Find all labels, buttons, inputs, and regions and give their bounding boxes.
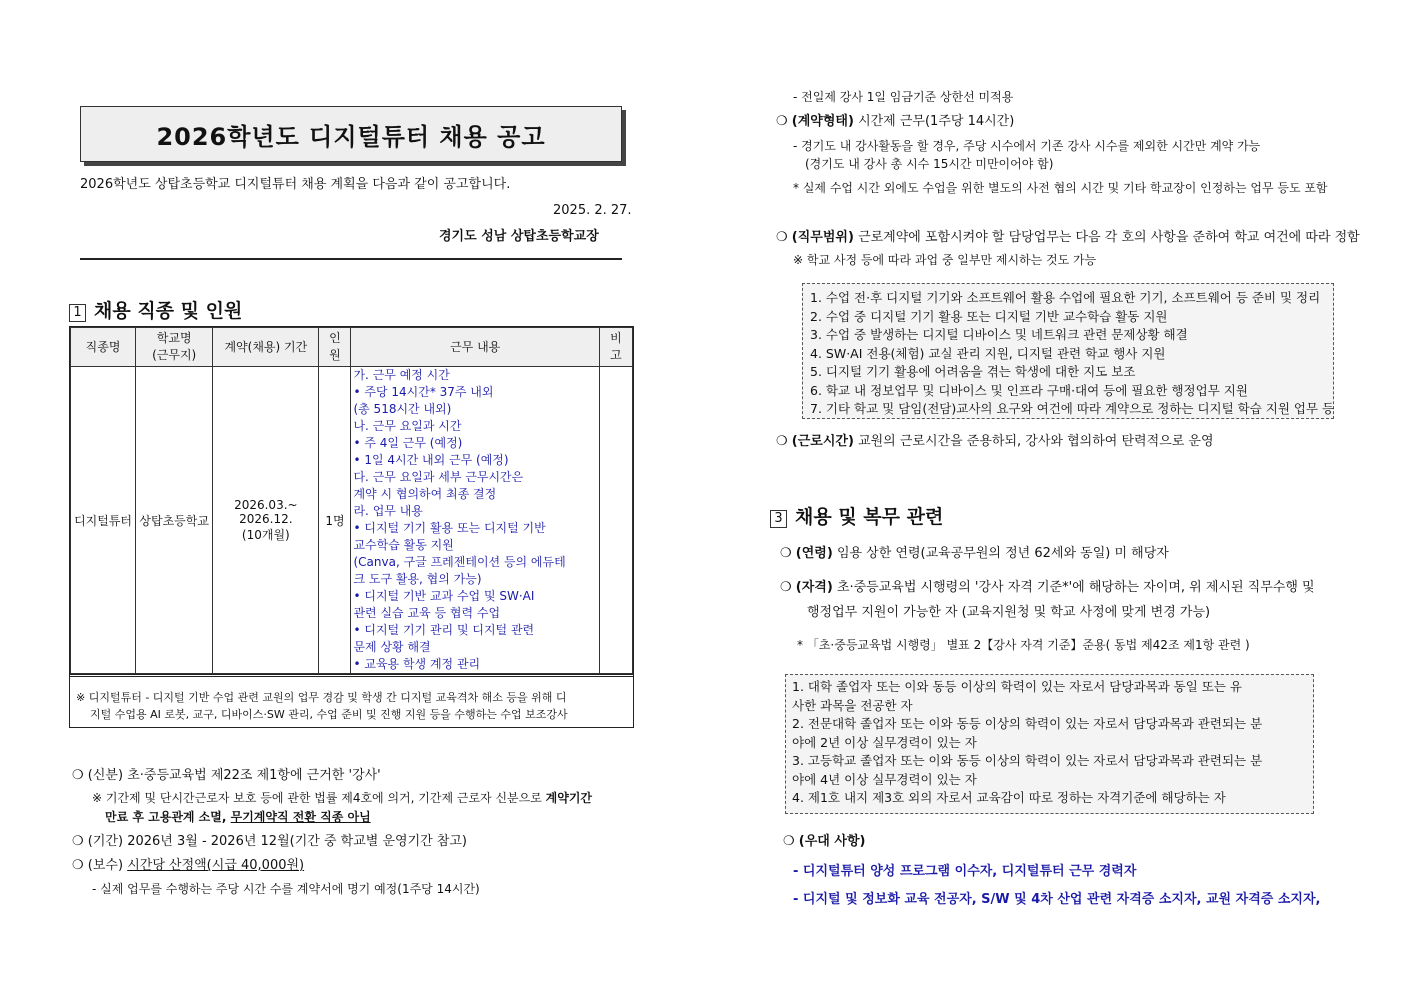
cell-note: [599, 367, 632, 674]
status-note-line-2: 만료 후 고용관계 소멸, 무기계약직 전환 직종 아님: [105, 810, 371, 824]
section-number: 3: [770, 510, 787, 528]
list-item: 사한 과목을 전공한 자: [792, 697, 913, 713]
list-item: 7. 기타 학교 및 담임(전담)교사의 요구와 여건에 따라 계약으로 정하는 디지털 학습 지원 업무 등: [810, 401, 1335, 416]
table-row: [71, 367, 633, 674]
list-item: 5. 디지털 기기 활용에 어려움을 겪는 학생에 대한 지도 보조: [810, 364, 1136, 379]
announcement-title-box: [80, 106, 622, 162]
col-header-period: 계약(채용) 기간: [213, 328, 319, 367]
qual-item: ❍ (자격) 초·중등교육법 시행령의 '강사 자격 기준*'에 해당하는 자이며, 위 제시된 직무수행 및: [780, 580, 1315, 595]
qual-item-line-2: 행정업무 지원이 가능한 자 (교육지원청 및 학교 사정에 맞게 변경 가능): [807, 605, 1211, 620]
col-header-count: 인 원: [319, 328, 351, 367]
col-header-duties: 근무 내용: [351, 328, 599, 367]
list-item: 1. 대학 졸업자 또는 이와 동등 이상의 학력이 있는 자로서 담당과목과 동일 또는 유: [792, 679, 1242, 694]
table-footnote: ※ 디지털튜터 - 디지털 기반 수업 관련 교원의 업무 경감 및 학생 간 디지털 교육격차 해소 등을 위해 디 지털 수업용 AI 로봇, 교구, 디바이스·SW 관리, 수업 준비 및 진행 지원 등을 수행하는 수업 보조강사: [70, 674, 633, 723]
recruit-table: [69, 326, 634, 728]
contract-note-3: * 실제 수업 시간 외에도 수업을 위한 별도의 사전 협의 시간 및 기타 학교장이 인정하는 업무 등도 포함: [793, 181, 1328, 195]
scope-item: ❍ (직무범위) 근로계약에 포함시켜야 할 담당업무는 다음 각 호의 사항을 준하여 학교 여건에 따라 정함: [776, 230, 1360, 245]
section-title: 채용 직종 및 인원: [94, 300, 243, 322]
list-item: 2. 수업 중 디지털 기기 활용 또는 디지털 기반 교수학습 활동 지원: [810, 308, 1168, 324]
list-item: 야에 4년 이상 실무경력이 있는 자: [792, 771, 977, 787]
table-header-row: [71, 328, 633, 367]
pref-line-1: - 디지털튜터 양성 프로그램 이수자, 디지털튜터 근무 경력자: [793, 864, 1137, 879]
list-item: 4. 제1호 내지 제3호 외의 자로서 교육감이 따로 정하는 자격기준에 해당하는 자: [792, 790, 1226, 805]
status-item: ❍ (신분) 초·중등교육법 제22조 제1항에 근거한 '강사': [72, 768, 381, 783]
qual-note: * 「초·중등교육법 시행령」 별표 2【강사 자격 기준】준용( 동법 제42조 제1항 관련 ): [797, 638, 1250, 652]
divider: [80, 258, 622, 260]
cell-job: 디지털튜터: [71, 367, 136, 674]
cell-duties: 가. 근무 예정 시간 • 주당 14시간* 37주 내외 (총 518시간 내외) 나. 근무 요일과 시간 • 주 4일 근무 (예정) • 1일 4시간 내외 근무 (예정) 다. 근무 요일과 세부 근무시간은 계약 시 협의하여 최종 결정 라. 업무 내용 • 디지털 기기 활용 또는 디지털 기반 교수학습 활동 지원 (Canva, 구글 프레젠테이션 등의 에듀테 크 도구 활용, 협의 가능) • 디지털 기반 교과 수업 및 SW·AI 관련 실습 교육 등 협력 수업 • 디지털 기기 관리 및 디지털 관련 문제 상황 해결 • 교육용 학생 계정 관리: [351, 367, 599, 674]
period-item: ❍ (기간) 2026년 3월 - 2026년 12월(기간 중 학교별 운영기간 참고): [72, 834, 468, 849]
pref-item: ❍ (우대 사항): [783, 834, 866, 849]
contract-note-2: (경기도 내 강사 총 시수 15시간 미만이어야 함): [805, 157, 1054, 171]
cell-period: 2026.03.~ 2026.12. (10개월): [213, 367, 319, 674]
list-item: 2. 전문대학 졸업자 또는 이와 동등 이상의 학력이 있는 자로서 담당과목과 관련되는 분: [792, 716, 1263, 731]
list-item: 6. 학교 내 정보업무 및 디바이스 및 인프라 구매·대여 등에 필요한 행정업무 지원: [810, 382, 1248, 398]
col-header-school: 학교명 (근무지): [136, 328, 213, 367]
cell-count: 1명: [319, 367, 351, 674]
contract-item: ❍ (계약형태) 시간제 근무(1주당 14시간): [776, 114, 1015, 129]
scope-list-box: [802, 283, 1334, 419]
section-title: 채용 및 복무 관련: [795, 506, 944, 528]
page-title: 2026학년도 디지털튜터 채용 공고: [156, 122, 546, 151]
col-header-note: 비 고: [599, 328, 632, 367]
list-item: 야에 2년 이상 실무경력이 있는 자: [792, 734, 977, 750]
list-item: 4. SW·AI 전용(체험) 교실 관리 지원, 디지털 관련 학교 행사 지원: [810, 345, 1166, 361]
issuer-text: 경기도 성남 상탑초등학교장: [439, 229, 599, 244]
list-item: 3. 고등학교 졸업자 또는 이와 동등 이상의 학력이 있는 자로서 담당과목과 관련되는 분: [792, 753, 1263, 768]
section-number: 1: [69, 304, 86, 322]
list-item: 3. 수업 중 발생하는 디지털 디바이스 및 네트워크 관련 문제상황 해결: [810, 327, 1188, 342]
list-item: 1. 수업 전·후 디지털 기기와 소프트웨어 활용 수업에 필요한 기기, 소프트웨어 등 준비 및 정리: [810, 290, 1321, 305]
contract-note-1: - 경기도 내 강사활동을 할 경우, 주당 시수에서 기존 강사 시수를 제외한 시간만 계약 가능: [793, 139, 1261, 153]
col-header-job: 직종명: [71, 328, 136, 367]
pref-line-2: - 디지털 및 정보화 교육 전공자, S/W 및 4차 산업 관련 자격증 소지자, 교원 자격증 소지자,: [793, 892, 1321, 907]
status-note-line-1: ※ 기간제 및 단시간근로자 보호 등에 관한 법률 제4호에 의거, 기간제 근로자 신분으로 계약기간: [92, 791, 593, 805]
cell-school: 상탑초등학교: [136, 367, 213, 674]
pay-note: - 실제 업무를 수행하는 주당 시간 수를 계약서에 명기 예정(1주당 14시간): [92, 882, 480, 896]
hours-item: ❍ (근로시간) 교원의 근로시간을 준용하되, 강사와 협의하여 탄력적으로 운영: [776, 434, 1214, 449]
qual-list-box: [785, 674, 1314, 814]
pay-note-2: - 전일제 강사 1일 임금기준 상한선 미적용: [793, 90, 1014, 104]
intro-text: 2026학년도 상탑초등학교 디지털튜터 채용 계획을 다음과 같이 공고합니다.: [80, 177, 511, 192]
date-text: 2025. 2. 27.: [553, 203, 632, 218]
section-1-heading: [69, 296, 242, 323]
scope-note: ※ 학교 사정 등에 따라 과업 중 일부만 제시하는 것도 가능: [793, 253, 1097, 267]
pay-item: ❍ (보수) 시간당 산정액(시급 40,000원): [72, 858, 305, 873]
section-3-heading: [770, 502, 943, 529]
age-item: ❍ (연령) 임용 상한 연령(교육공무원의 정년 62세와 동일) 미 해당자: [780, 546, 1169, 561]
